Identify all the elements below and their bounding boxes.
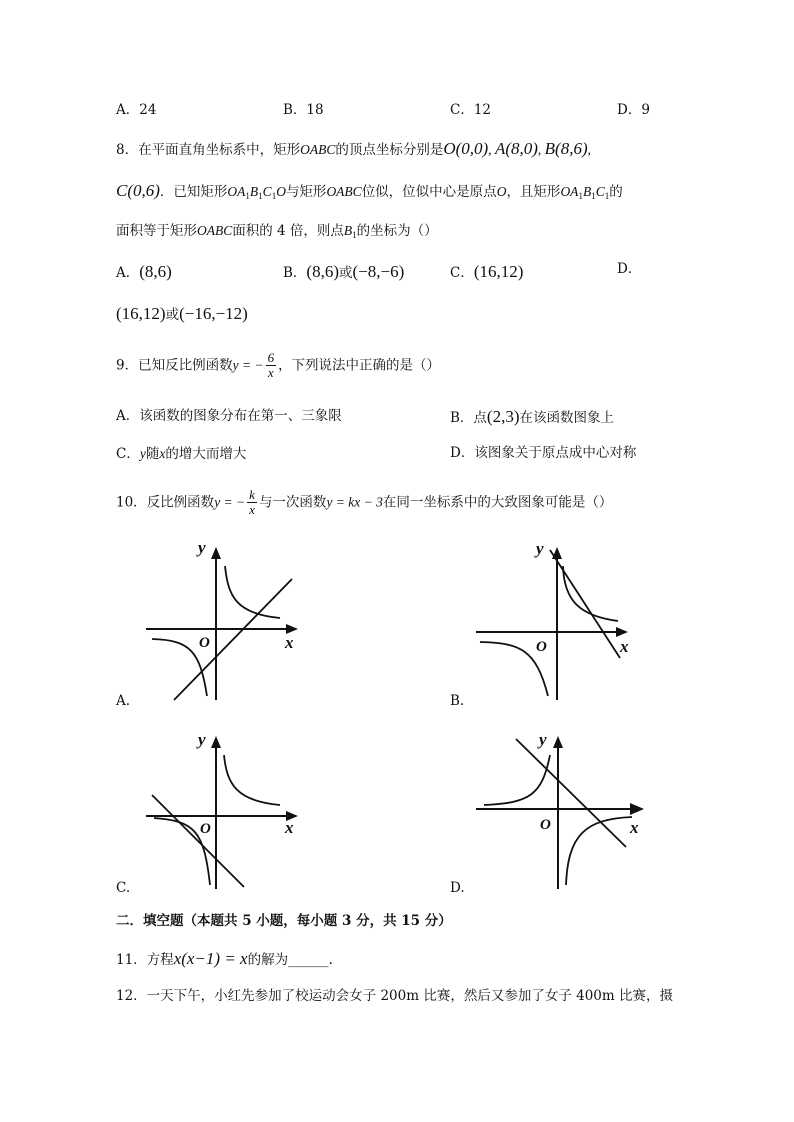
q8-text: 的坐标为（） [356, 223, 438, 239]
q8-line3 [116, 224, 438, 240]
q8-rect-name: OABC [300, 142, 336, 157]
q9-fraction: $\frac{6}{x}$ [267, 350, 275, 381]
origin-label: O [200, 821, 211, 837]
axis-y-label: y [198, 730, 206, 749]
q9-option-a: A．该函数的图象分布在第一、三象限 [116, 408, 342, 424]
q8-text: 的顶点坐标分别是 [335, 142, 444, 158]
q10-equation1: y = − [214, 494, 246, 510]
origin-label: O [540, 817, 551, 833]
origin-label: O [536, 639, 547, 655]
axis-y-label: y [539, 730, 547, 749]
q8-point-c: C(0,6) [116, 181, 160, 200]
graph-d [470, 725, 650, 895]
graph-b [470, 536, 645, 706]
q8-option-b: B．(8,6)或(−8,−6) [283, 262, 405, 281]
q8-text: ，且矩形 [506, 184, 561, 200]
graph-c [140, 725, 310, 895]
q8-option-a: A．(8,6) [116, 262, 172, 281]
q10-stem: 10．反比例函数y = − $\frac{k}{x}$ 与一次函数y = kx − 3在同一坐标系中的大致图象可能是（） [116, 487, 613, 518]
graph-d-label: D. [450, 880, 465, 896]
q9-option-b: B．点(2,3)在该函数图象上 [450, 407, 614, 426]
axis-x-label: x [630, 818, 639, 837]
q7-option-d: D．9 [617, 102, 650, 118]
q8-option-d-label: D． [617, 261, 642, 277]
q8-point-o: O(0,0) [443, 139, 489, 158]
q8-rect-similar: $OA_1B_1C_1$ [560, 184, 610, 201]
q8-point-a: A(8,0) [494, 139, 538, 158]
graph-c-label: C. [116, 880, 131, 896]
graph-a-label: A. [116, 693, 131, 709]
q8-rect-name: OABC [326, 184, 362, 199]
q11-stem: 11．方程x(x−1) = x的解为______. [116, 949, 333, 968]
q8-text: 面积的 4 倍，则点 [232, 223, 344, 239]
axis-x-label: x [285, 633, 294, 652]
q7-option-c: C．12 [450, 102, 492, 118]
q11-equation: x(x−1) = x [173, 949, 248, 968]
axis-x-label: x [620, 637, 629, 656]
q8-text: 与矩形 [285, 184, 327, 200]
q8-text: 在平面直角坐标系中，矩形 [138, 142, 301, 158]
q10-equation2: y = kx − 3 [326, 494, 383, 510]
q7-option-a: A．24 [116, 102, 157, 118]
q9-stem: 9．已知反比例函数y = − $\frac{6}{x}$ ，下列说法中正确的是（） [116, 350, 441, 381]
graph-a [140, 536, 310, 706]
q10-fraction: $\frac{k}{x}$ [249, 487, 255, 518]
q8-point-b1: $B_1$ [343, 223, 357, 240]
q7-option-b: B．18 [283, 102, 324, 118]
q8-text: ．已知矩形 [159, 184, 228, 200]
origin-label: O [199, 635, 210, 651]
q8-rect-similar: $OA_1B_1C_1O$ [227, 184, 286, 201]
q8-line1: 8．在平面直角坐标系中，矩形OABC的顶点坐标分别是O(0,0), A(8,0), B(8,6), [116, 139, 592, 158]
q8-option-d: (16,12)或(−16,−12) [116, 304, 248, 323]
q8-text: 的 [609, 184, 623, 200]
q9-option-d: D．该图象关于原点成中心对称 [450, 445, 637, 461]
q8-rect-name: OABC [197, 223, 233, 238]
q8-text: 面积等于矩形 [116, 223, 197, 239]
q8-point-b: B(8,6) [544, 139, 588, 158]
q8-line2: C(0,6)．已知矩形$OA_1B_1C_1O$与矩形OABC位似，位似中心是原点O，且矩形$OA_1B_1C_1$的 [116, 181, 623, 201]
q8-number: 8． [116, 142, 139, 158]
q12-stem: 12．一天下午，小红先参加了校运动会女子 200m 比赛，然后又参加了女子 400m 比赛，摄 [116, 988, 673, 1004]
q8-text: 位似，位似中心是原点 [361, 184, 497, 200]
graph-b-label: B. [450, 693, 465, 709]
section-title: 二．填空题（本题共 5 小题，每小题 3 分，共 15 分） [116, 913, 452, 929]
axis-y-label: y [536, 539, 544, 558]
q8-option-c: C．(16,12) [450, 262, 524, 281]
axis-x-label: x [285, 818, 294, 837]
q9-option-c: C．y随x的增大而增大 [116, 446, 247, 462]
axis-y-label: y [198, 538, 206, 557]
q9-equation: y = − [232, 357, 264, 373]
